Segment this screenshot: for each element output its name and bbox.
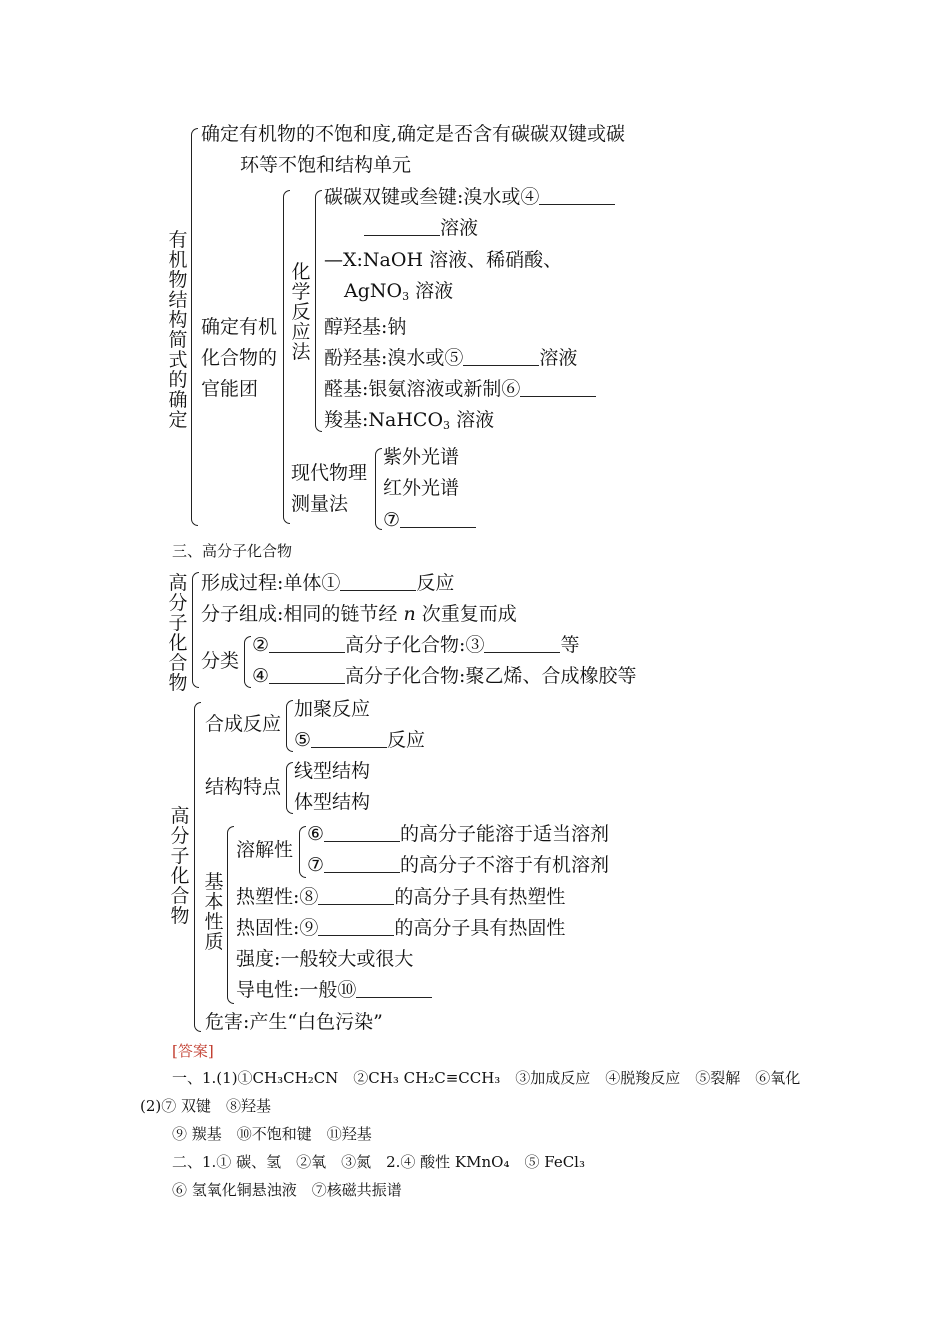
- answer-line-2: (2)⑦ 双键 ⑧羟基: [140, 1097, 272, 1115]
- blank-s4-5: [311, 729, 387, 748]
- synth-row-2: ⑤ 反应: [294, 729, 426, 751]
- modern-label-1: 现代物理: [291, 462, 368, 484]
- blank-s3-1: [340, 572, 416, 591]
- blank-s4-6: [324, 823, 400, 842]
- unsat-line2: 环等不饱和结构单元: [240, 154, 412, 176]
- fg-row-halide: —X:NaOH 溶液、稀硝酸、: [324, 249, 563, 271]
- blank-4: [539, 186, 615, 205]
- unsat-line1: 确定有机物的不饱和度,确定是否含有碳碳双键或碳: [201, 123, 626, 145]
- basic-brace: [227, 826, 234, 1004]
- fg-brace: [283, 190, 290, 524]
- blank-s4-7: [324, 854, 400, 873]
- conduct-row: 导电性:一般⑩: [236, 978, 432, 1002]
- fg-row-alcohol: 醇羟基:钠: [324, 316, 407, 338]
- basic-label: 基本性质: [204, 871, 224, 953]
- section4-title: 高分子化合物: [170, 805, 190, 927]
- blank-7: [400, 509, 476, 528]
- blank-s4-10: [356, 979, 432, 998]
- fg-row-alkene-cont: 溶液: [364, 216, 478, 240]
- fg-row-halide-cont: AgNO$_3$ 溶液: [344, 280, 454, 303]
- formation-row: 形成过程:单体① 反应: [201, 572, 455, 594]
- strength-row: 强度:一般较大或很大: [236, 948, 414, 970]
- fg-label-2: 化合物的: [201, 347, 278, 369]
- section1-brace: [191, 128, 198, 526]
- modern-label-2: 测量法: [291, 493, 349, 515]
- section4-brace: [194, 702, 201, 1032]
- answer-label: [答案]: [172, 1042, 214, 1060]
- synth-brace: [286, 700, 293, 752]
- chem-method-brace: [315, 190, 322, 432]
- struct-row-1: 线型结构: [294, 760, 371, 782]
- modern-item-ir: 红外光谱: [383, 477, 460, 499]
- blank-s3-2: [269, 634, 345, 653]
- fg-row-alkene: 碳碳双键或叁键:溴水或④: [324, 185, 615, 209]
- fg-row-aldehyde: 醛基:银氨溶液或新制⑥: [324, 377, 596, 401]
- struct-brace: [286, 762, 293, 814]
- fg-row-phenol: 酚羟基:溴水或⑤ 溶液: [324, 347, 578, 369]
- modern-item-uv: 紫外光谱: [383, 446, 460, 468]
- blank-4-cont: [364, 217, 440, 236]
- modern-brace: [375, 448, 382, 530]
- fg-label-3: 官能团: [201, 378, 259, 400]
- sol-row-2: ⑦ 的高分子不溶于有机溶剂: [307, 854, 610, 876]
- blank-s4-8: [318, 886, 394, 905]
- fg-label-1: 确定有机: [201, 316, 278, 338]
- blank-6: [520, 378, 596, 397]
- composition-row: 分子组成:相同的链节经 n 次重复而成: [201, 603, 517, 625]
- section3-title: 高分子化合物: [168, 572, 188, 694]
- struct-row-2: 体型结构: [294, 791, 371, 813]
- fg-row-carboxyl: 羧基:NaHCO$_3$ 溶液: [324, 409, 495, 432]
- section3-brace: [192, 572, 199, 688]
- answer-line-5: ⑥ 氢氧化铜悬浊液 ⑦核磁共振谱: [172, 1181, 402, 1199]
- answer-line-1: 一、1.(1)①CH₃CH₂CN ②CH₃ CH₂C≡CCH₃ ③加成反应 ④脱羧反应 ⑤裂解 ⑥氧化: [172, 1069, 801, 1087]
- synth-row-1: 加聚反应: [294, 698, 371, 720]
- hazard-row: 危害:产生“白色污染”: [205, 1011, 383, 1033]
- synth-label: 合成反应: [205, 713, 282, 735]
- chem-method-label: 化学反应法: [291, 261, 311, 363]
- class-label: 分类: [201, 650, 240, 672]
- class-row-1: ② 高分子化合物:③ 等: [252, 634, 580, 656]
- blank-s4-9: [318, 917, 394, 936]
- thermoset-row: 热固性:⑨ 的高分子具有热固性: [236, 917, 566, 939]
- modern-item-7: ⑦: [383, 508, 476, 532]
- struct-label: 结构特点: [205, 776, 282, 798]
- answer-line-3: ⑨ 羰基 ⑩不饱和键 ⑪羟基: [172, 1125, 372, 1143]
- section1-title: 有机物结构简式的确定: [168, 229, 188, 431]
- class-brace: [244, 636, 251, 688]
- answer-line-4: 二、1.① 碳、氢 ②氧 ③氮 2.④ 酸性 KMnO₄ ⑤ FeCl₃: [172, 1153, 585, 1171]
- blank-s3-3: [484, 634, 560, 653]
- sol-brace: [299, 826, 306, 878]
- thermo-row: 热塑性:⑧ 的高分子具有热塑性: [236, 886, 566, 908]
- sol-row-1: ⑥ 的高分子能溶于适当溶剂: [307, 823, 610, 845]
- class-row-2: ④ 高分子化合物:聚乙烯、合成橡胶等: [252, 665, 637, 687]
- blank-5: [463, 347, 539, 366]
- blank-s3-4: [269, 665, 345, 684]
- section3-heading: 三、高分子化合物: [172, 542, 293, 560]
- sol-label: 溶解性: [236, 839, 294, 861]
